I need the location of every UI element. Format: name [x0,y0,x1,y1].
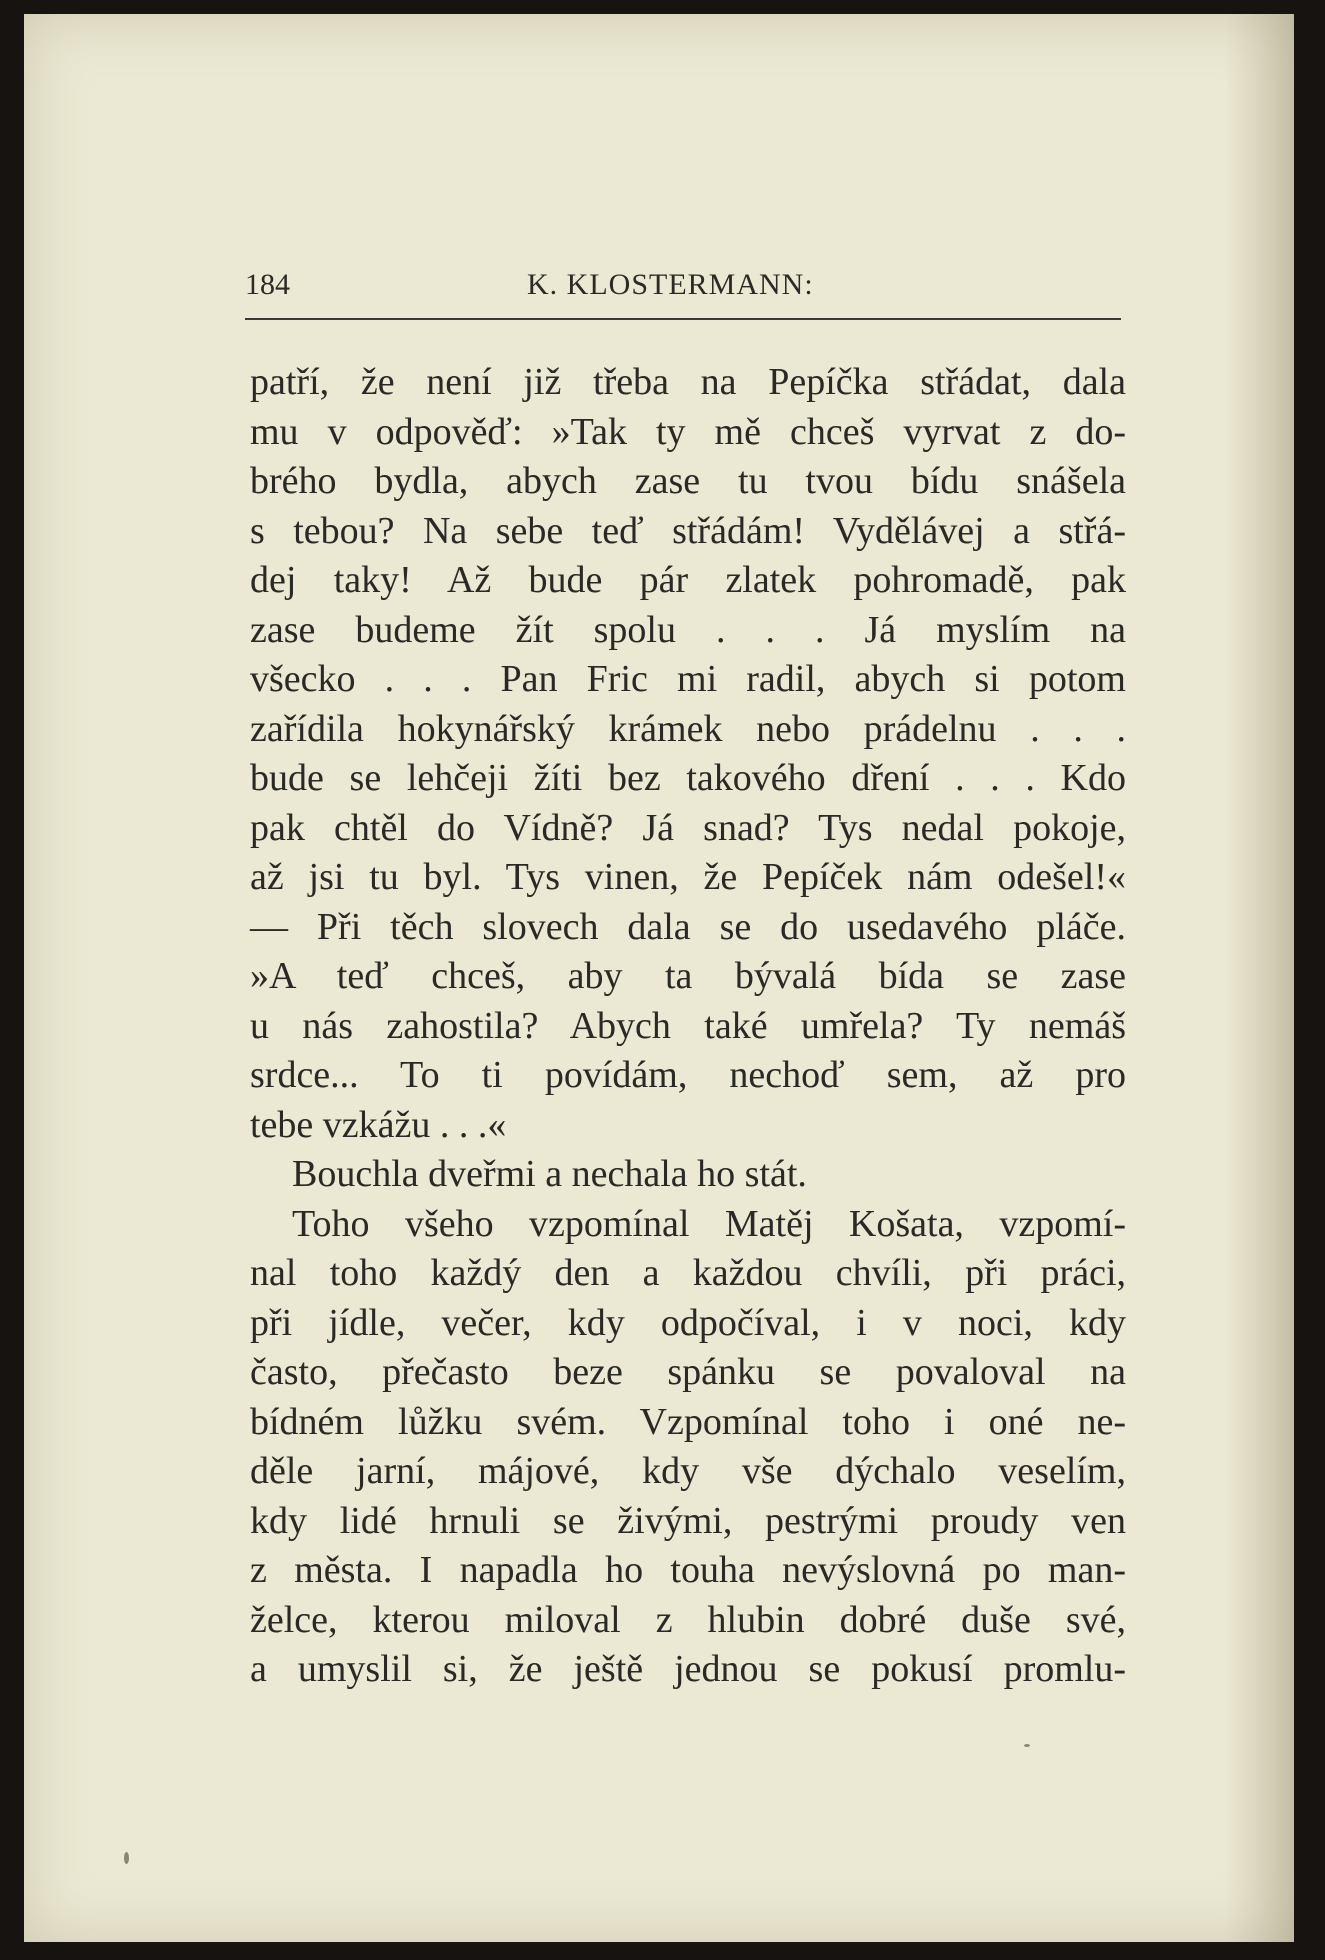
text-line: pak chtěl do Vídně? Já snad? Tys nedal pokoje, [250,806,1126,849]
text-line: všecko . . . Pan Fric mi radil, abych si potom [250,658,1126,700]
page-number: 184 [245,268,290,301]
running-head: K. KLOSTERMANN: [527,268,814,301]
text-line: děle jarní, májové, kdy vše dýchalo veselím, [250,1450,1126,1492]
text-line: »A teď chceš, aby ta bývalá bída se zase [250,955,1126,997]
text-line: bídném lůžku svém. Vzpomínal toho i oné ne- [250,1400,1126,1443]
text-line: u nás zahostila? Abych také umřela? Ty nemáš [250,1004,1126,1047]
text-line: kdy lidé hrnuli se živými, pestrými proudy ven [250,1499,1126,1542]
text-line: při jídle, večer, kdy odpočíval, i v noci, kdy [250,1301,1126,1344]
text-line: srdce... To ti povídám, nechoď sem, až pro [250,1054,1126,1096]
text-line: — Při těch slovech dala se do usedavého pláče. [250,905,1126,948]
text-line: mu v odpověď: »Tak ty mě chceš vyrvat z do- [250,410,1126,453]
text-line: často, přečasto beze spánku se povaloval na [250,1351,1126,1393]
text-line: zařídila hokynářský krámek nebo prádelnu . . . [250,707,1126,750]
text-line: Bouchla dveřmi a nechala ho stát. [292,1153,807,1195]
text-line: z města. I napadla ho touha nevýslovná po man- [250,1549,1126,1591]
body-text [250,358,1126,1695]
text-line: až jsi tu byl. Tys vinen, že Pepíček nám odešel!« [250,856,1126,898]
paper-speck [1024,1744,1030,1747]
text-line: želce, kterou miloval z hlubin dobré duše své, [250,1598,1126,1641]
text-line: zase budeme žít spolu . . . Já myslím na [250,608,1126,651]
text-line: a umyslil si, že ještě jednou se pokusí promlu- [250,1648,1126,1690]
text-line: brého bydla, abych zase tu tvou bídu snášela [250,460,1126,502]
page-header [245,258,1121,302]
header-rule [245,318,1121,320]
paper-speck [124,1852,129,1864]
text-line: nal toho každý den a každou chvíli, při práci, [250,1252,1126,1294]
text-line: dej taky! Až bude pár zlatek pohromadě, pak [250,559,1126,601]
page-edge-shadow [1224,14,1294,1942]
text-line: bude se lehčeji žíti bez takového dření . . . Kdo [250,757,1126,799]
text-line: patří, že není již třeba na Pepíčka střádat, dala [250,361,1126,403]
text-line: s tebou? Na sebe teď střádám! Vydělávej a střá- [250,509,1126,552]
text-line: tebe vzkážu . . .« [250,1103,507,1146]
text-line: Toho všeho vzpomínal Matěj Košata, vzpomí- [292,1202,1126,1245]
